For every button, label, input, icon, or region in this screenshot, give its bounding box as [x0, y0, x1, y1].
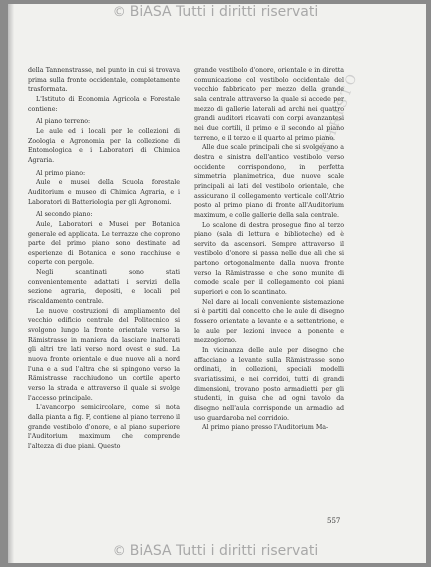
paragraph: L'Istituto di Economia Agricola e Forestale contiene: — [28, 95, 180, 113]
paragraph: Aule, Laboratori e Musei per Botanica generale ed applicata. Le terrazze che coprono parte del primo piano sono destinate ad esperienze di Botanica e sono racchiuse e coperte con pergole. — [28, 220, 180, 267]
paragraph: Negli scantinati sono stati convenientemente adattati i servizi della sezione agraria, depositi, e locali pel riscaldamento centrale. — [28, 269, 180, 306]
page-spine-shadow — [8, 4, 14, 563]
paragraph: Lo scalone di destra prosegue fino al terzo piano (sala di lettura e biblioteche) ed è servito da ascensori. Sempre attraverso il vestibolo d'onore si passa nelle due ali che si partono ortogonalmente dalla nuova fronte verso la Rämistrasse e che sono munite di comode scale per il collegamento coi piani superiori e con lo scantinato. — [194, 221, 344, 297]
text-column-left — [28, 66, 180, 452]
paragraph: Al primo piano presso l'Auditorium Ma- — [202, 424, 329, 432]
paragraph: Alle due scale principali che si svolgevano a destra e sinistra dell'antico vestibolo verso occidente corrispondono, in perfetta simmetria planimetrica, due nuove scale principali ai lati del vestibolo orientale, che assicurano il collegamento verticale coll'Atrio posto al primo piano di fronte all'Auditorium maximum, e colle gallerie della sala centrale. — [194, 144, 344, 219]
seal-stamp: CHRISTO — [318, 69, 362, 156]
text-column-right — [194, 66, 344, 433]
paragraph: In vicinanza delle aule per disegno che affacciano a levante sulla Rämistrasse sono ordinati, in collezioni, speciali modelli svariatissimi, e nei corridoi, tutti di grandi dimensioni, trovano posto armadietti per gli studenti, in guisa che ad ogni tavolo da disegno nell'aula corrisponde un armadio ad uso guardaroba nel corridoio. — [194, 347, 344, 422]
paragraph: Le nuove costruzioni di ampliamento del vecchio edificio centrale del Politecnico si svolgono lungo la fronte orientale verso la Rämistrasse in maniera da lasciare inalterati gli altri tre lati verso nord ovest e sud. La nuova fronte orientale e due nuove ali a nord l'una e a sud l'altra che si spingono verso la Rämistrasse racchiudono un cortile aperto verso la strada e attraverso il quale si svolge l'accesso principale. — [28, 307, 180, 402]
copyright-icon: © — [112, 544, 126, 559]
paragraph: Le aule ed i locali per le collezioni di Zoologia e Agronomia per la collezione di Entomologica e i Laboratori di Chimica Agraria. — [28, 127, 180, 164]
copyright-icon: © — [112, 5, 126, 20]
section-heading: Al secondo piano: — [36, 211, 93, 219]
paragraph: Nel dare ai locali convenientе sistemazione si è partiti dal concetto che le aule di disegno fossero orientate a levante e a settentrione, e le aule per lezioni invece a ponente e mezzogiorno. — [194, 298, 344, 345]
watermark-bottom: © BiASA Tutti i diritti riservati — [112, 543, 319, 559]
page-number: 557 — [327, 517, 341, 525]
paragraph: grande vestibolo d'onore, orientale e in diretta comunicazione col vestibolo occidentale del vecchio fabbricato per mezzo della grande sala centrale attraverso la quale si accede per mezzo di gallerie laterali ad archi nei quattro grandi auditori ricavati con corpi avanzantesi nei due cortili, il primo e il secondo al piano terreno, e il terzo e il quarto al primo piano. — [194, 67, 344, 142]
paragraph: della Tannenstrasse, nel punto in cui si trovava prima sulla fronte occidentale, completamente trasformata. — [28, 67, 180, 94]
paragraph: Aule e musei della Scuola forestale Auditorium e museo di Chimica Agraria, e i Laboratori di Batteriologia per gli Agronomi. — [28, 179, 180, 206]
watermark-top: © BiASA Tutti i diritti riservati — [112, 4, 319, 20]
paragraph: L'avancorpo semicircolare, come si nota dalla pianta a fig. F, contiene al piano terreno il grande vestibolo d'onore, e al piano superiore l'Auditorium maximum che comprende l'altezza di due piani. Questo — [28, 404, 180, 450]
section-heading: Al piano terreno: — [36, 118, 91, 126]
section-heading: Al primo piano: — [36, 169, 86, 177]
